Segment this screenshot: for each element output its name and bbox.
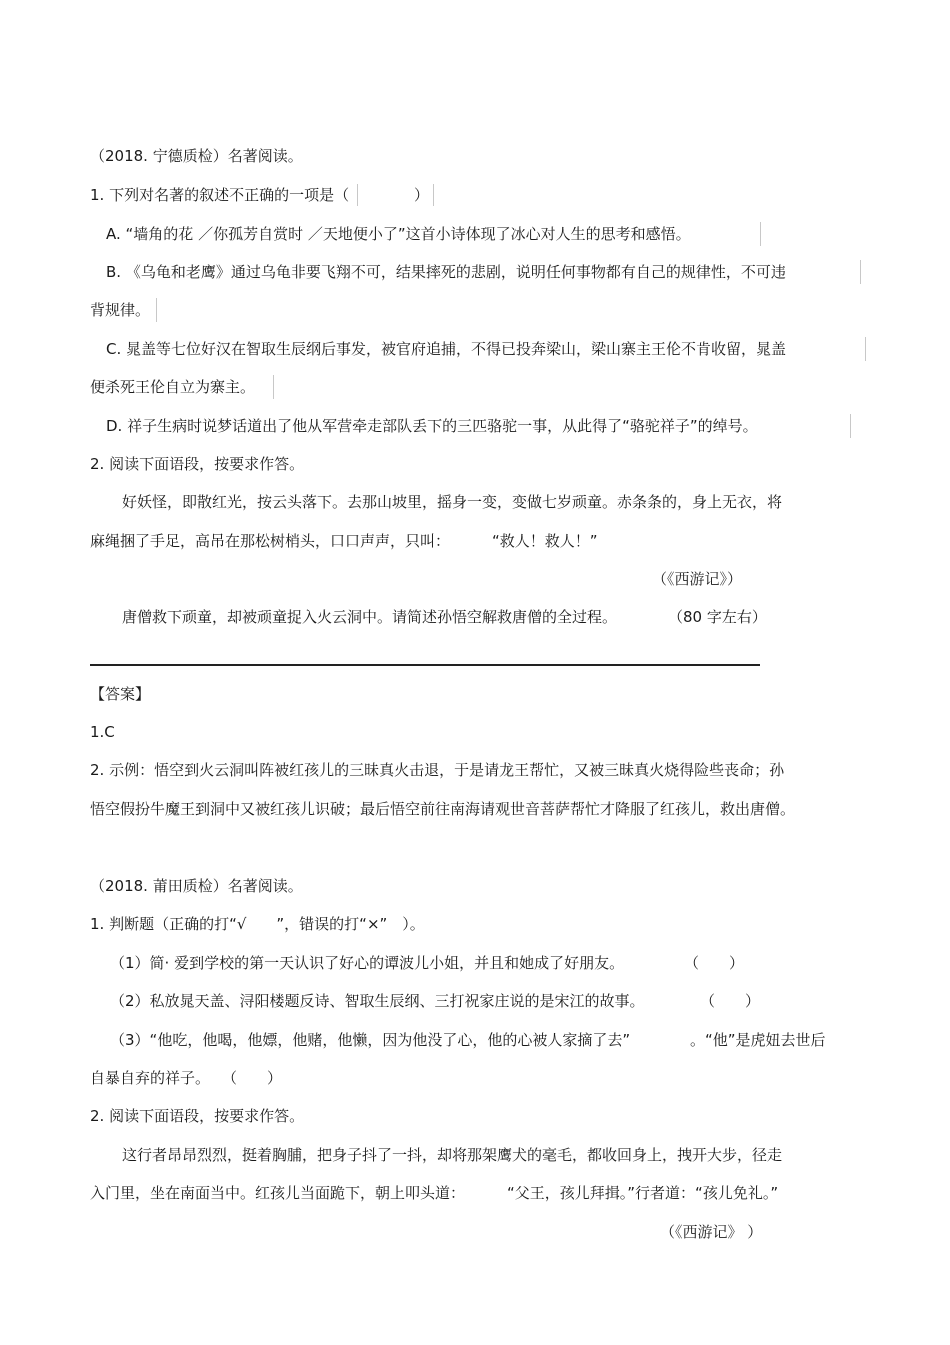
judge-item-3a: （3）“他吃，他喝，他嫖，他赌，他懒，因为他没了心，他的心被人家摘了去” <box>110 1031 631 1049</box>
margin-bar <box>860 260 861 284</box>
answer-2-line2: 悟空假扮牛魔王到洞中又被红孩儿识破；最后悟空前往南海请观世音菩萨帮忙才降服了红孩儿，救出唐僧。 <box>90 800 796 818</box>
q2-stem: 2. 阅读下面语段，按要求作答。 <box>90 455 305 473</box>
passage-source: （《西游记》） <box>652 570 743 588</box>
margin-bar <box>850 414 851 438</box>
s2-q2-stem: 2. 阅读下面语段，按要求作答。 <box>90 1107 305 1125</box>
margin-bar <box>760 222 761 246</box>
q1-stem: 1. 下列对名著的叙述不正确的一项是（ <box>90 186 350 204</box>
answer-blank-left <box>357 184 358 206</box>
margin-bar <box>156 298 157 322</box>
s2-passage-line2b: “父王，孩儿拜揖。”行者道：“孩儿免礼。” <box>507 1184 779 1202</box>
answer-2-line1: 2. 示例：悟空到火云洞叫阵被红孩儿的三昧真火击退，于是请龙王帮忙，又被三昧真火烧得险些丧命；孙 <box>90 761 785 779</box>
margin-bar <box>865 337 866 361</box>
option-a: A. “墙角的花 ／你孤芳自赏时 ／天地便小了”这首小诗体现了冰心对人生的思考和感悟。 <box>106 225 691 243</box>
answer-blank-right <box>433 184 434 206</box>
option-c-line1: C. 晁盖等七位好汉在智取生辰纲后事发，被官府追捕，不得已投奔梁山，梁山寨主王伦不肯收留，晁盖 <box>106 340 787 358</box>
word-limit: （80 字左右） <box>668 608 767 626</box>
answer-label: 【答案】 <box>90 685 151 703</box>
section2-header: （2018. 莆田质检）名著阅读。 <box>90 877 303 895</box>
s2-passage-source: （《西游记》 ） <box>660 1223 763 1241</box>
margin-bar <box>273 375 274 399</box>
answer-line <box>90 664 760 666</box>
answer-1: 1.C <box>90 723 115 741</box>
passage-line2a: 麻绳捆了手足，高吊在那松树梢头，口口声声，只叫： <box>90 532 451 550</box>
judge-item-3c: 自暴自弃的祥子。 <box>90 1069 211 1087</box>
judge-item-1-paren: （ ） <box>684 954 745 972</box>
judge-item-1: （1）简· 爱到学校的第一天认识了好心的谭波儿小姐，并且和她成了好朋友。 <box>110 954 625 972</box>
judge-item-2-paren: （ ） <box>700 992 761 1010</box>
s2-passage-line2a: 入门里，坐在南面当中。红孩儿当面跪下，朝上叩头道： <box>90 1184 466 1202</box>
judge-item-3b: 。“他”是虎妞去世后 <box>690 1031 826 1049</box>
q2-prompt: 唐僧救下顽童，却被顽童捉入火云洞中。请简述孙悟空解救唐僧的全过程。 <box>122 608 618 626</box>
q1-stem-close: ） <box>414 186 430 204</box>
passage-line1: 好妖怪，即散红光，按云头落下。去那山坡里，摇身一变，变做七岁顽童。赤条条的，身上无衣，将 <box>122 493 783 511</box>
option-b-line1: B. 《乌龟和老鹰》通过乌龟非要飞翔不可，结果摔死的悲剧，说明任何事物都有自己的规律性，不可违 <box>106 263 786 281</box>
option-c-line2: 便杀死王伦自立为寨主。 <box>90 378 256 396</box>
passage-line2b: “救人！救人！” <box>492 532 598 550</box>
judge-item-3-paren: （ ） <box>222 1069 283 1087</box>
section1-header: （2018. 宁德质检）名著阅读。 <box>90 147 303 165</box>
option-d: D. 祥子生病时说梦话道出了他从军营牵走部队丢下的三匹骆驼一事，从此得了“骆驼祥子”的绰号。 <box>106 417 758 435</box>
judge-item-2: （2）私放晁天盖、浔阳楼题反诗、智取生辰纲、三打祝家庄说的是宋江的故事。 <box>110 992 645 1010</box>
s2-passage-line1: 这行者昂昂烈烈，挺着胸脯，把身子抖了一抖，却将那架鹰犬的毫毛，都收回身上，拽开大步，径走 <box>122 1146 783 1164</box>
option-b-line2: 背规律。 <box>90 301 151 319</box>
judge-stem: 1. 判断题（正确的打“√ ”，错误的打“×” ）。 <box>90 915 425 933</box>
